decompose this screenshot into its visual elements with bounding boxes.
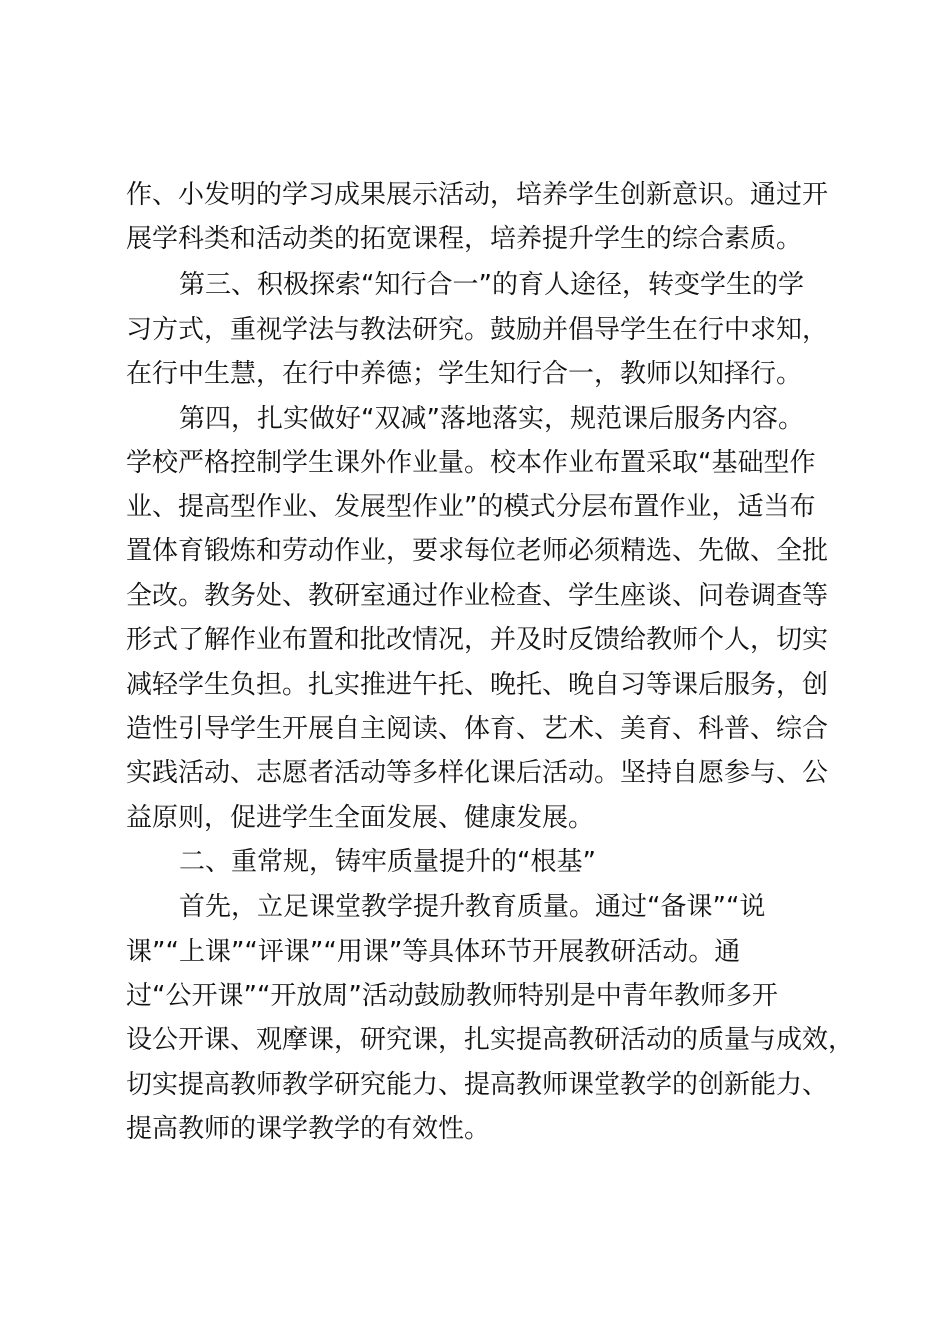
paragraph-3-start: 第三、积极探索“知行合一”的育人途径，转变学生的学 (179, 270, 804, 300)
text-line-12: 减轻学生负担。扎实推进午托、晚托、晚自习等课后服务，创 (126, 670, 829, 700)
text-line-19: 过“公开课”“开放周”活动鼓励教师特别是中青年教师多开 (126, 981, 778, 1011)
section-heading: 二、重常规，铸牢质量提升的“根基” (179, 847, 596, 877)
text-line-1: 作、小发明的学习成果展示活动，培养学生创新意识。通过开 (126, 180, 829, 210)
text-line-9: 置体育锻炼和劳动作业，要求每位老师必须精选、先做、全批 (126, 536, 829, 566)
text-line-8: 业、提高型作业、发展型作业”的模式分层布置作业，适当布 (126, 492, 816, 522)
text-line-14: 实践活动、志愿者活动等多样化课后活动。坚持自愿参与、公 (126, 758, 829, 788)
text-line-10: 全改。教务处、教研室通过作业检查、学生座谈、问卷调查等 (126, 581, 829, 611)
text-line-11: 形式了解作业布置和批改情况，并及时反馈给教师个人，切实 (126, 625, 829, 655)
text-line-7: 学校严格控制学生课外作业量。校本作业布置采取“基础型作 (126, 448, 816, 478)
paragraph-4-start: 第四，扎实做好“双减”落地落实，规范课后服务内容。 (179, 404, 804, 434)
text-line-13: 造性引导学生开展自主阅读、体育、艺术、美育、科普、综合 (126, 714, 829, 744)
text-line-5: 在行中生慧，在行中养德；学生知行合一，教师以知择行。 (126, 359, 803, 389)
text-line-21: 切实提高教师教学研究能力、提高教师课堂教学的创新能力、 (126, 1070, 829, 1100)
text-line-15: 益原则，促进学生全面发展、健康发展。 (126, 803, 595, 833)
paragraph-5-start: 首先，立足课堂教学提升教育质量。通过“备课”“说 (179, 892, 766, 922)
text-line-4: 习方式，重视学法与教法研究。鼓励并倡导学生在行中求知， (126, 315, 829, 345)
text-line-20: 设公开课、观摩课，研究课，扎实提高教研活动的质量与成效， (126, 1025, 855, 1055)
text-line-2: 展学科类和活动类的拓宽课程，培养提升学生的综合素质。 (126, 224, 803, 254)
text-line-22: 提高教师的课学教学的有效性。 (126, 1114, 491, 1144)
text-line-18: 课”“上课”“评课”“用课”等具体环节开展教研活动。通 (126, 937, 741, 967)
